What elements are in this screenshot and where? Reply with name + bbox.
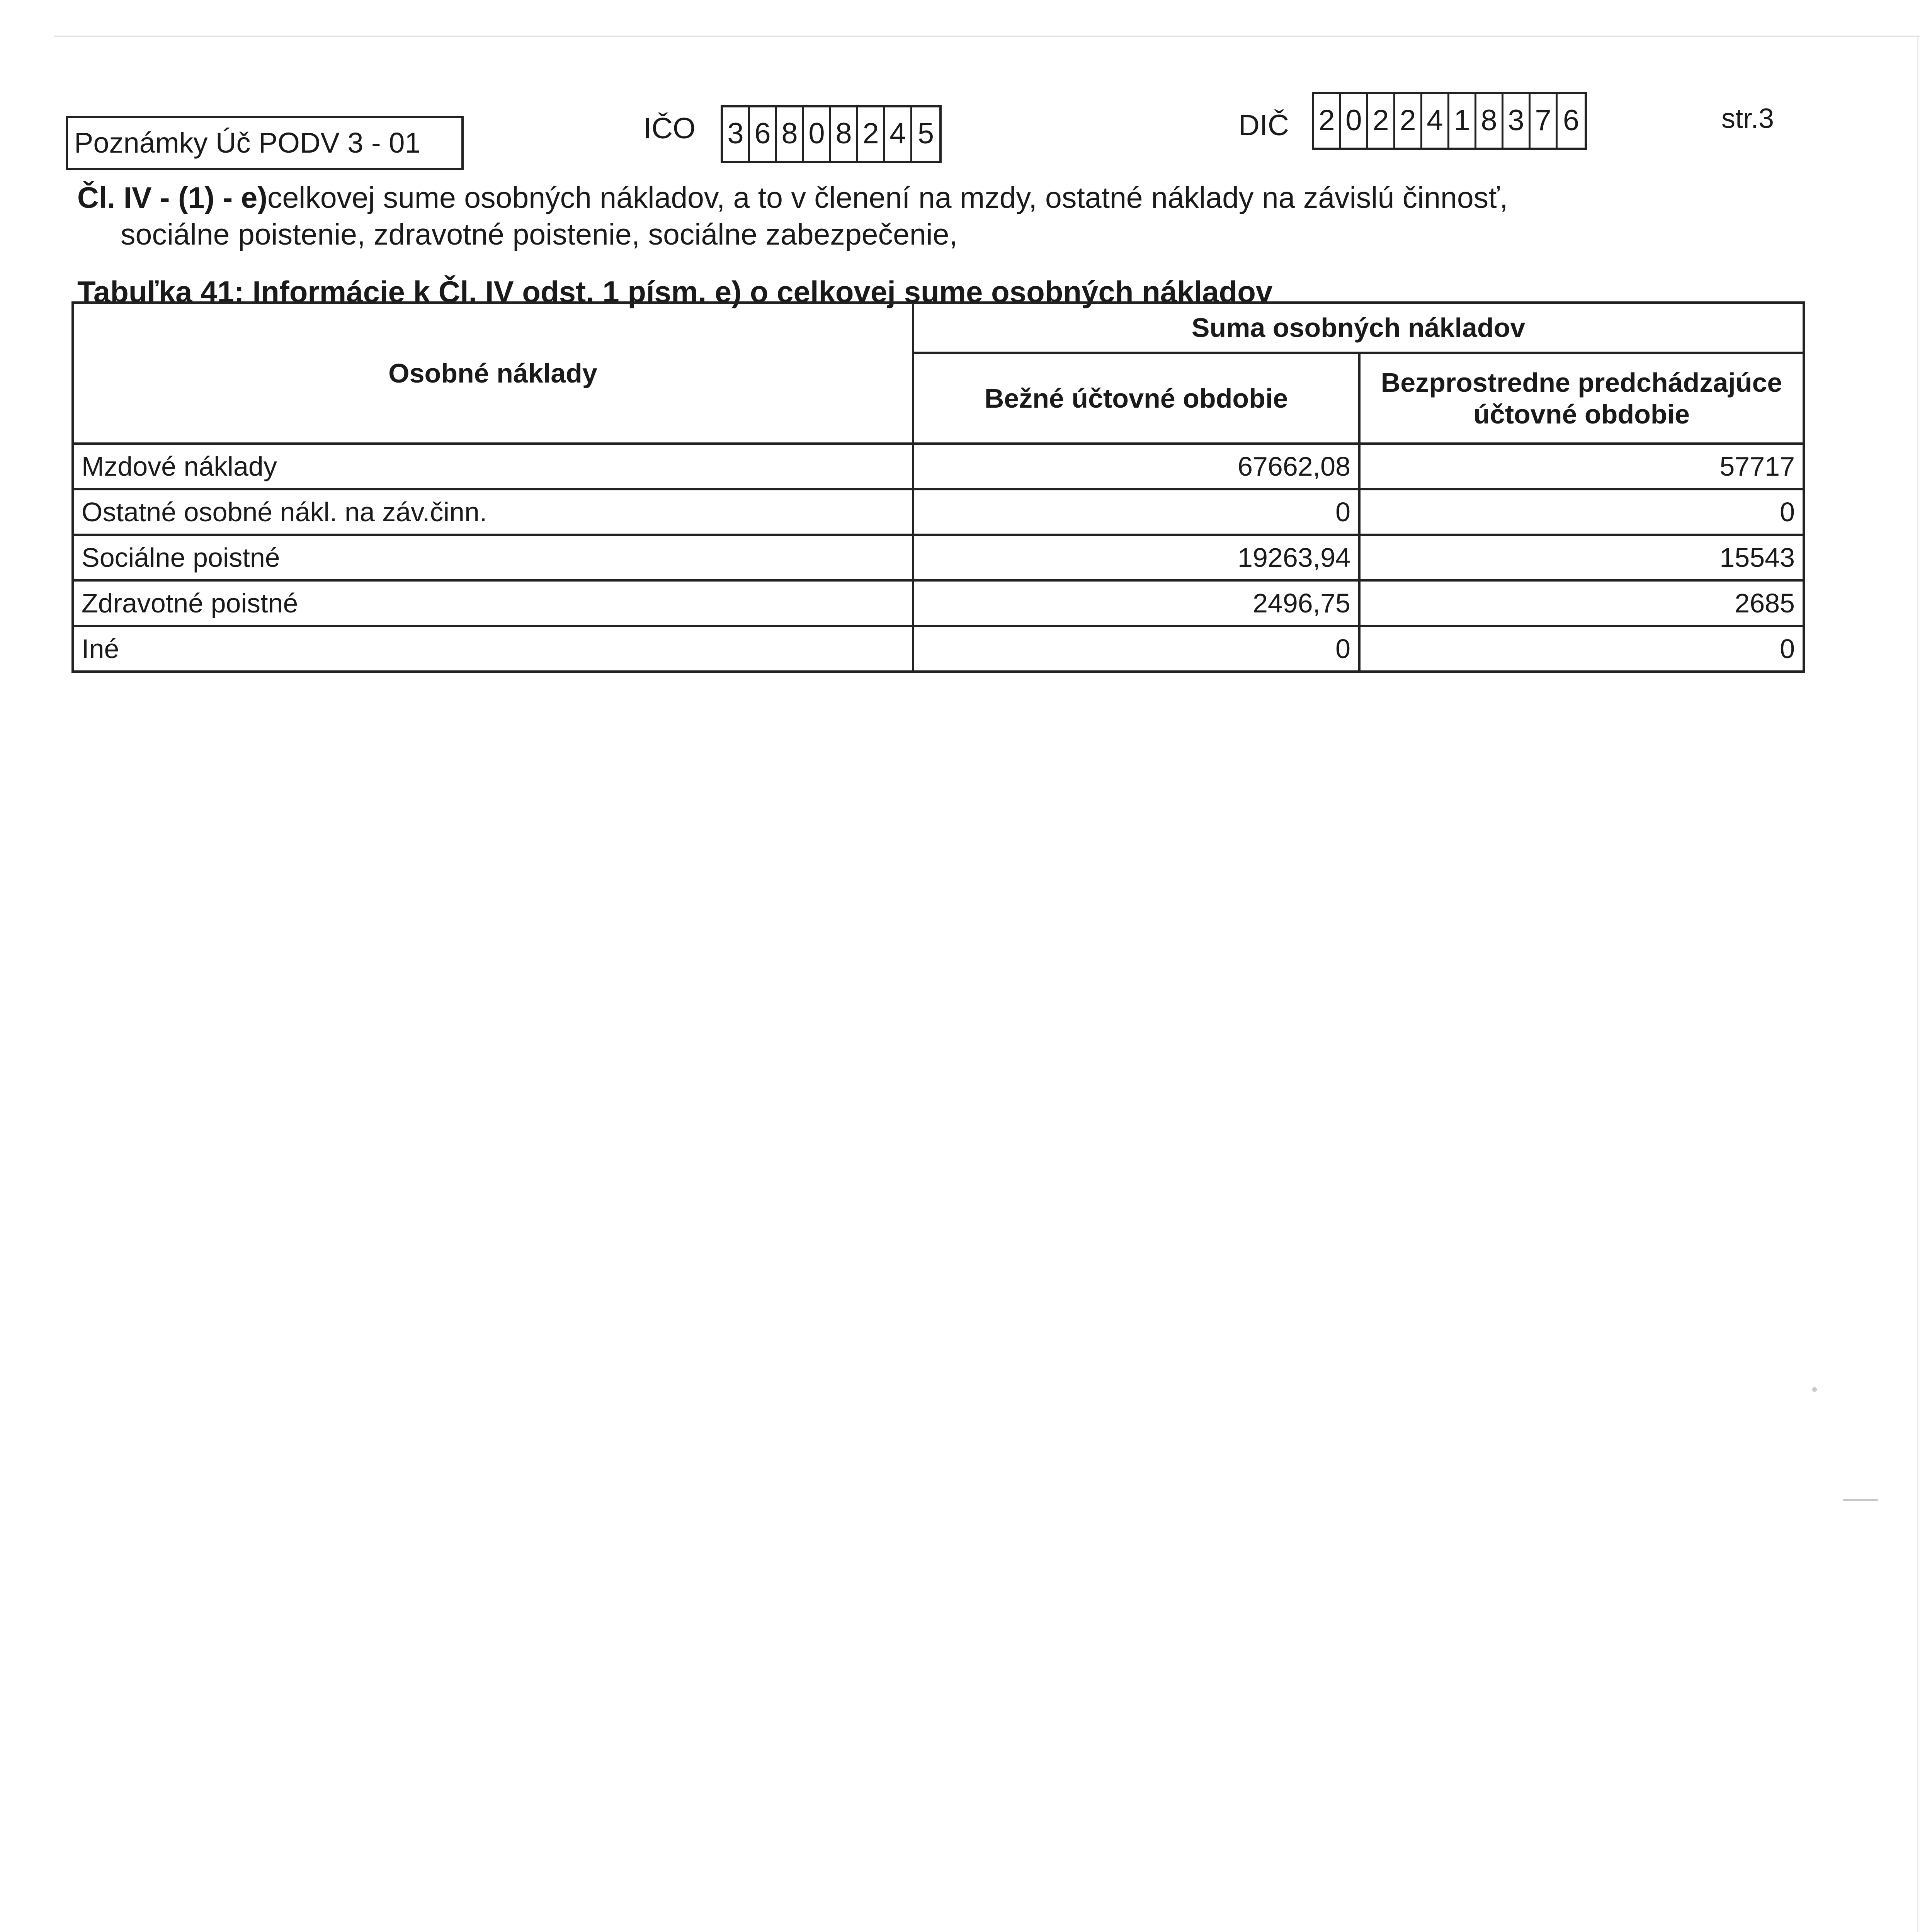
previous-period-value: 0 <box>1359 626 1804 672</box>
page-number: str.3 <box>1721 103 1774 134</box>
group-header-sum: Suma osobných nákladov <box>913 303 1804 353</box>
ico-digit: 4 <box>885 107 912 161</box>
column-header-cost-type: Osobné náklady <box>73 303 913 444</box>
table-caption: Tabuľka 41: Informácie k Čl. IV odst. 1 písm. e) o celkovej sume osobných nákladov <box>77 275 1273 309</box>
row-label: Iné <box>73 626 913 672</box>
table-row <box>73 626 1804 672</box>
table-row <box>73 535 1804 580</box>
ico-digit: 0 <box>804 107 831 161</box>
current-period-value: 0 <box>913 626 1359 672</box>
dic-digit: 6 <box>1563 104 1580 137</box>
dic-digits <box>1312 92 1587 150</box>
scan-page-edge-top <box>54 36 1920 37</box>
scan-speck <box>1812 1387 1817 1392</box>
dic-digit: 4 <box>1422 94 1449 148</box>
ico-digit: 8 <box>777 107 804 161</box>
intro-line-1: celkovej sume osobných nákladov, a to v členení na mzdy, ostatné náklady na závislú činnosť, <box>267 181 1508 214</box>
row-label: Sociálne poistné <box>73 535 913 580</box>
intro-line-2: sociálne poistenie, zdravotné poistenie, sociálne zabezpečenie, <box>121 218 957 251</box>
article-intro <box>77 180 1816 253</box>
ico-digit: 8 <box>831 107 858 161</box>
article-reference: Čl. IV - (1) - e) <box>77 181 267 214</box>
dic-digit: 3 <box>1503 94 1531 148</box>
dic-digit: 2 <box>1368 94 1395 148</box>
current-period-value: 19263,94 <box>913 535 1359 580</box>
scan-page-edge-right <box>1917 37 1918 1932</box>
dic-digit: 0 <box>1341 94 1368 148</box>
row-label: Zdravotné poistné <box>73 580 913 626</box>
table-row <box>73 580 1804 626</box>
ico-digit: 5 <box>917 117 934 150</box>
dic-digit: 2 <box>1314 94 1341 148</box>
ico-digits <box>721 105 942 163</box>
current-period-value: 2496,75 <box>913 580 1359 626</box>
table-row <box>73 444 1804 489</box>
table-row <box>73 489 1804 535</box>
current-period-value: 67662,08 <box>913 444 1359 489</box>
form-code: Poznámky Úč PODV 3 - 01 <box>66 116 464 170</box>
personal-costs-table-wrap <box>71 301 1803 673</box>
column-header-current-period: Bežné účtovné obdobie <box>913 353 1359 444</box>
previous-period-value: 2685 <box>1359 580 1804 626</box>
dic-digit: 1 <box>1449 94 1476 148</box>
dic-digit: 2 <box>1395 94 1422 148</box>
column-header-previous-period: Bezprostredne predchádzajúce účtovné obdobie <box>1359 353 1804 444</box>
previous-period-value: 15543 <box>1359 535 1804 580</box>
ico-digit: 3 <box>723 107 750 161</box>
previous-period-value: 57717 <box>1359 444 1804 489</box>
personal-costs-table <box>71 301 1805 673</box>
dic-digit: 8 <box>1476 94 1503 148</box>
row-label: Ostatné osobné nákl. na záv.činn. <box>73 489 913 535</box>
previous-period-value: 0 <box>1359 489 1804 535</box>
scan-mark <box>1843 1499 1878 1501</box>
ico-digit: 2 <box>858 107 885 161</box>
ico-digit: 6 <box>750 107 777 161</box>
dic-digit: 7 <box>1531 94 1558 148</box>
row-label: Mzdové náklady <box>73 444 913 489</box>
current-period-value: 0 <box>913 489 1359 535</box>
ico-label: IČO <box>643 112 696 145</box>
dic-label: DIČ <box>1238 109 1289 142</box>
